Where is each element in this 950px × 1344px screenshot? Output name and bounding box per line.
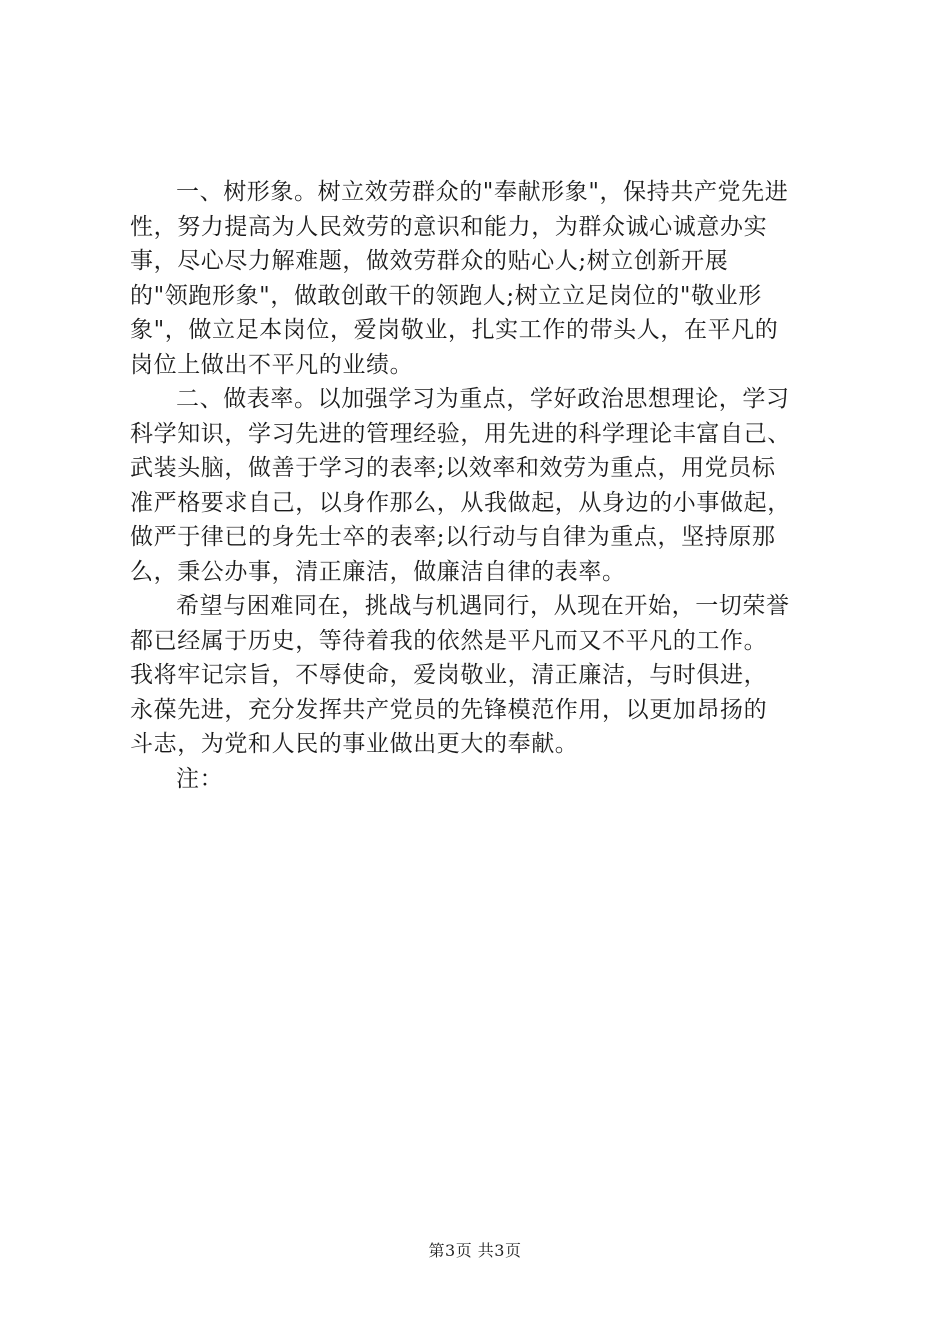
- paragraph-2: [130, 382, 830, 589]
- paragraph-line: 二、做表率。以加强学习为重点，学好政治思想理论，学习: [176, 386, 790, 412]
- paragraph-line: 事，尽心尽力解难题，做效劳群众的贴心人;树立创新开展: [130, 248, 729, 274]
- paragraph-line: 都已经属于历史，等待着我的依然是平凡而又不平凡的工作。: [130, 627, 768, 654]
- paragraph-line: 性，努力提高为人民效劳的意识和能力，为群众诚心诚意办实: [130, 213, 768, 240]
- paragraph-line: 岗位上做出不平凡的业绩。: [130, 351, 414, 378]
- page-number-label: 第3页 共3页: [428, 1241, 522, 1260]
- paragraph-line: 永葆先进，充分发挥共产党员的先锋模范作用，以更加昂扬的: [130, 696, 768, 723]
- paragraph-1: [130, 175, 830, 382]
- document-body: [130, 175, 830, 796]
- paragraph-line: 一、树形象。树立效劳群众的"奉献形象"，保持共产党先进: [176, 179, 789, 205]
- note-label: 注：: [176, 765, 224, 792]
- paragraph-line: 武装头脑，做善于学习的表率;以效率和效劳为重点，用党员标: [130, 455, 776, 481]
- paragraph-note: [130, 762, 830, 797]
- paragraph-line: 做严于律已的身先士卒的表率;以行动与自律为重点，坚持原那: [130, 524, 776, 550]
- paragraph-line: 斗志，为党和人民的事业做出更大的奉献。: [130, 731, 579, 757]
- paragraph-line: 希望与困难同在，挑战与机遇同行，从现在开始，一切荣誉: [176, 593, 790, 619]
- paragraph-line: 科学知识，学习先进的管理经验，用先进的科学理论丰富自己、: [130, 420, 791, 447]
- paragraph-line: 象"，做立足本岗位，爱岗敬业，扎实工作的带头人，在平凡的: [130, 317, 779, 343]
- paragraph-line: 我将牢记宗旨，不辱使命，爱岗敬业，清正廉洁，与时俱进，: [130, 662, 768, 688]
- paragraph-line: 准严格要求自己，以身作那么，从我做起，从身边的小事做起，: [130, 489, 791, 516]
- paragraph-line: 的"领跑形象"，做敢创敢干的领跑人;树立立足岗位的"敬业形: [130, 282, 762, 309]
- paragraph-3: [130, 589, 830, 762]
- paragraph-line: 么，秉公办事，清正廉洁，做廉洁自律的表率。: [130, 558, 626, 585]
- page-footer: [0, 1241, 950, 1261]
